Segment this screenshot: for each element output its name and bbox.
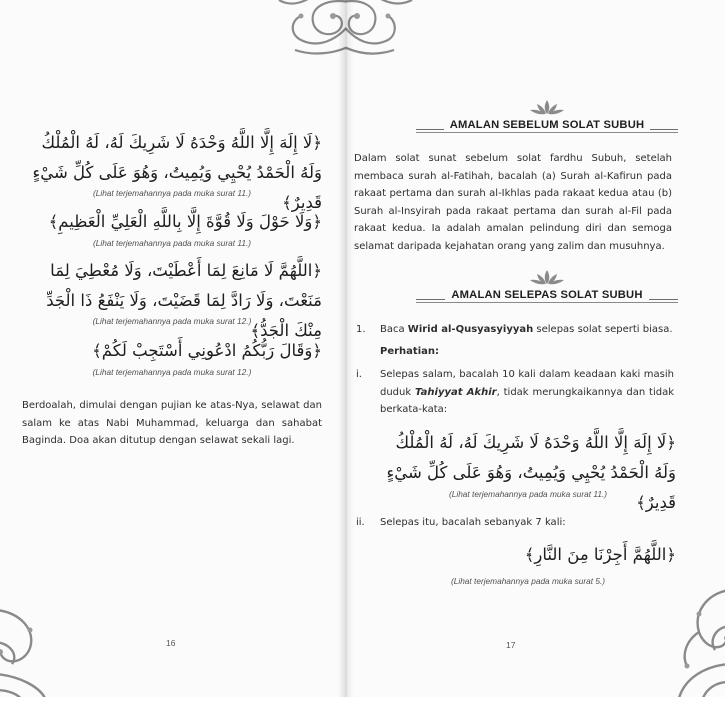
list-marker-ii: ii. — [356, 517, 365, 528]
reference-note-3: (Lihat terjemahannya pada muka surat 12.) — [92, 316, 252, 326]
book-spine-shadow — [338, 0, 354, 697]
arabic-verse-2: ﴿وَلَا حَوْلَ وَلَا قُوَّةَ إِلَّا بِاللَّهِ الْعَلِيِّ الْعَظِيمِ﴾ — [48, 212, 322, 231]
perhatian-label: Perhatian: — [380, 346, 439, 357]
list-item-ii-text: Selepas itu, bacalah sebanyak 7 kali: — [380, 517, 566, 528]
background-margin — [0, 697, 725, 725]
page-number-right: 17 — [506, 640, 516, 650]
item1-post: selepas solat seperti biasa. — [533, 324, 673, 335]
item1-pre: Baca — [380, 324, 408, 335]
reference-note-5: (Lihat terjemahannya pada muka surat 11.) — [448, 489, 608, 499]
heading-rule-2b — [416, 302, 678, 303]
reference-note-6: (Lihat terjemahannya pada muka surat 5.) — [450, 576, 606, 586]
arabic-verse-5: ﴿لَا إِلَهَ إِلَّا اللَّهُ وَحْدَهُ لَا شَرِيكَ لَهُ، لَهُ الْمُلْكُ وَلَهُ الْحَمْدُ يُحْيِي وَيُمِيتُ، وَهُوَ عَلَى كُلِّ شَيْءٍ قَدِيرٌ﴾ — [386, 433, 676, 512]
list-item-1-text — [380, 321, 674, 339]
arabic-verse-4: ﴿وَقَالَ رَبُّكُمُ ادْعُونِي أَسْتَجِبْ لَكُمْ﴾ — [92, 341, 322, 360]
section-title-2: AMALAN SELEPAS SOLAT SUBUH — [445, 289, 648, 301]
corner-flourish-ornament-bottom-left — [0, 590, 58, 697]
top-flourish-ornament-right — [346, 0, 422, 56]
heading-selepas-subuh — [416, 283, 678, 302]
list-marker-i: i. — [356, 369, 362, 380]
list-item-ii — [356, 514, 674, 532]
item-i-pre: Selepas salam, bacalah 10 kali dalam keadaan kaki masih duduk — [380, 369, 674, 398]
arabic-verse-1: ﴿لَا إِلَهَ إِلَّا اللَّهُ وَحْدَهُ لَا شَرِيكَ لَهُ، لَهُ الْمُلْكُ وَلَهُ الْحَمْدُ يُحْيِي وَيُمِيتُ، وَهُوَ عَلَى كُلِّ شَيْءٍ قَدِيرٌ﴾ — [32, 133, 322, 212]
arabic-verse-6: ﴿اللَّهُمَّ أَجِرْنَا مِنَ النَّارِ﴾ — [524, 545, 676, 564]
list-item-1 — [356, 321, 674, 339]
list-item-i-text — [380, 366, 674, 419]
closing-paragraph: Berdoalah, dimulai dengan pujian ke atas-Nya, selawat dan salam ke atas Nabi Muhammad, keluarga dan sahabat Baginda. Doa akan ditutup dengan selawat sekali lagi. — [22, 400, 322, 446]
reference-note-1: (Lihat terjemahannya pada muka surat 11.) — [92, 188, 252, 198]
reference-note-2: (Lihat terjemahannya pada muka surat 11.) — [92, 238, 252, 248]
corner-flourish-ornament-bottom-right — [671, 580, 725, 697]
section-title-1: AMALAN SEBELUM SOLAT SUBUH — [444, 119, 651, 131]
item1-bold: Wirid al-Qusyasyiyyah — [407, 324, 534, 335]
arabic-verse-3: ﴿اللَّهُمَّ لَا مَانِعَ لِمَا أَعْطَيْتَ، وَلَا مُعْطِيَ لِمَا مَنَعْتَ، وَلَا رَادَّ لِمَا قَضَيْتَ، وَلَا يَنْفَعُ ذَا الْجَدِّ مِنْكَ الْجَدُّ﴾ — [46, 261, 322, 340]
list-marker-1: 1. — [356, 324, 366, 335]
heading-sebelum-subuh — [416, 113, 678, 132]
item-i-bold: Tahiyyat Akhir — [415, 386, 497, 398]
item-i-post: , tidak merungkaikannya dan tidak berkata-kata: — [380, 386, 674, 415]
list-item-i — [356, 366, 674, 420]
top-flourish-ornament-left — [255, 0, 346, 56]
reference-note-4: (Lihat terjemahannya pada muka surat 12.) — [92, 367, 252, 377]
page-number-left: 16 — [166, 638, 176, 648]
heading-rule-1b — [416, 132, 678, 133]
section1-paragraph: Dalam solat sunat sebelum solat fardhu Subuh, setelah membaca surah al-Fatihah, bacalah (a) Surah al-Kafirun pada rakaat pertama dan surah al-Ikhlas pada rakaat kedua atau (b) Surah al-Insyirah pada rakaat pertama dan surah al-Fil pada rakaat kedua. Ia adalah amalan pelindung diri dan semoga selamat daripada kejahatan orang yang zalim dan musuhnya. — [354, 153, 672, 252]
left-page — [0, 0, 346, 697]
right-page — [346, 0, 725, 697]
